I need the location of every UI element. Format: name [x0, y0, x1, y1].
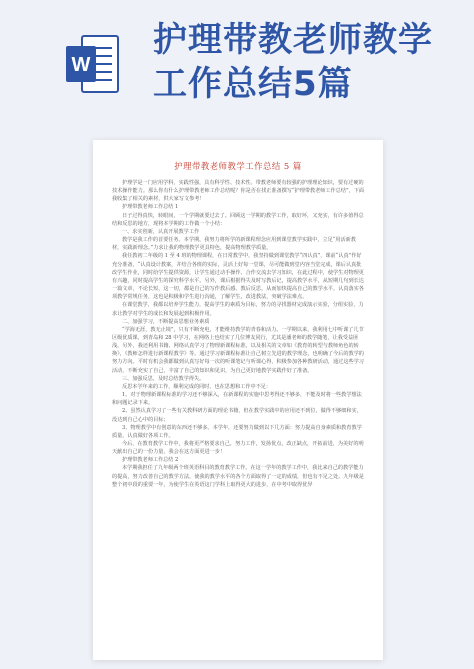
document-paragraph: 护理带教老师工作总结 2 [122, 457, 179, 464]
page-title: 护理带教老师教学工作总结5篇 [153, 20, 433, 104]
document-paragraph: 今后，在教育教学工作中，我将更严格要求自己，努力工作，发扬优点，改正缺点，开拓前进，为美好的明天献出自己的一份力量，我会在这方面更进一步！ [112, 441, 364, 456]
word-document-icon [66, 34, 120, 94]
document-paragraph: 1、对于物理新课程标准的学习还不够深入，在新课程的实施中思考得还不够多，不能及时将一些教学想法和问题记录下来。 [112, 392, 362, 407]
document-paragraph: 日子过得真快，转眼间，一个学期就要过去了。回顾这一学期的教学工作，取好坏，又充实，有许多值得总结和反思的地方，现将本学期的工作做一个小结： [112, 212, 364, 227]
document-paragraph: 护理带教老师工作总结 1 [122, 204, 179, 211]
document-paragraph: 二、加强学习，不断提高思想业务素质 [122, 318, 210, 325]
document-paragraph: 一、求实创新，认真开展教学工作 [122, 228, 200, 235]
document-paragraph: “学海无涯，教无止境”，只有不断充电，才能维持教学的青春和活力。一学期以来，我利用七中听课了几节区级优质课，到青岛和 28 中学习，在网络上也结实了几位博友同行，尤其是潘老师的教学随笔，让我受益匪浅，另外，我还利用书籍、网络认真学习了物理新课程标准，以及相关的文章如《教育的转型与教师角色的转换》，《教师怎样进行新课程教学》等。通过学习新课程标准让自己树立先进的教学理念，也明确了今后的教学的努力方向。平时有机会我都做到认真写好每一次的听课笔记与听课心得，积极参加各种教研活动，通过这些学习活动，不断充实了自己，丰富了自己的知识和见识，为自己更好地教学实践作好了准备。 [112, 326, 364, 374]
document-body [112, 179, 364, 489]
document-paragraph: 三、加强反思，及时总结教学得失。 [122, 375, 205, 382]
document-paragraph: 反思本学年来的工作，顺利完成的同时，也在思想和工作中不足： [122, 383, 272, 390]
document-paragraph: 在课堂教学，我都以培养学生能力，提高学生的素质为目标，努力的寻找器材完成演示实验，分组实验，力求让教学对学生的成长和发展起到积极作用。 [112, 302, 364, 317]
svg-text:W: W [71, 54, 91, 76]
document-paragraph: 2、虽然认真学习了一些有关教科研方面的理论书籍，但在教学实践中的应用还不到位，做得不够细和实，没达到自己心中的目标； [112, 408, 362, 423]
document-title: 护理带教老师教学工作总结 5 篇 [174, 161, 302, 171]
header-banner [0, 0, 474, 120]
document-paragraph: 3、物理教学中有创意的东西还不够多。本学年，还要努力做到以下几方面：努力提高自身素质和教育教学质量，认真做好各项工作。 [112, 424, 362, 439]
document-preview[interactable] [93, 140, 383, 660]
document-paragraph: 我任教初二年级的 1 至 4 班的物理课程，在日常教学中，我坚持做到课堂教学“四认真”，课前“认真”作好充分准备，“认真设计教案，并结合各班的实际，灵活上好每一堂课，尽可能做到堂内容当堂完成，课后认真批改学生作业，同时给学生提供资源，让学生通过动手操作、合作交流去学习知识，在此过程中，使学生对物理更有兴趣，同时提高学生的探究科学水平。另外，课后根据得失及时写教后记，提高教学水平，从短期几句到长达一篇文章，不论长短，这一切，都是自己的写作教后感、教后反思。从而加快提高自己的教学水平。认真落实各项教学常规任务，这也是积极和学生进行沟通，了解学生，改进教法，突破学法难点。 [112, 253, 364, 301]
document-paragraph: 教学是我工作的首要任务。本学期，我努力将所学的新课程理念应用到课堂教学实践中，立足“用活新教材，实践新理念。”力求让我的物理教学更具特色，提高物理教学质量。 [112, 237, 356, 252]
document-paragraph: 护理学是一门应用学科，实践性强，具有科学性、技术性。带教老师要有较强的护理理论知识，要有过硬的技术操作能力。那么你有什么护理带教老师工作总结呢？你是否在找正准备撰写“护理带教老师工作总结”，下面我收集了相关的素材，供大家写文参考！ [112, 180, 365, 203]
document-paragraph: 本学期我担任了九年级两个班英语科目的教育教学工作。在这一学年的教学工作中，我比来自己的教学能力的提高，努力改善自己的教学方法，使我的教学水平的各个方面取得了一定的成绩，但也有不足之处。九年级是整个初中段的重要一年，为使学生在英语这门学科上取得更大的进步，在中考中取得优异 [112, 465, 364, 488]
